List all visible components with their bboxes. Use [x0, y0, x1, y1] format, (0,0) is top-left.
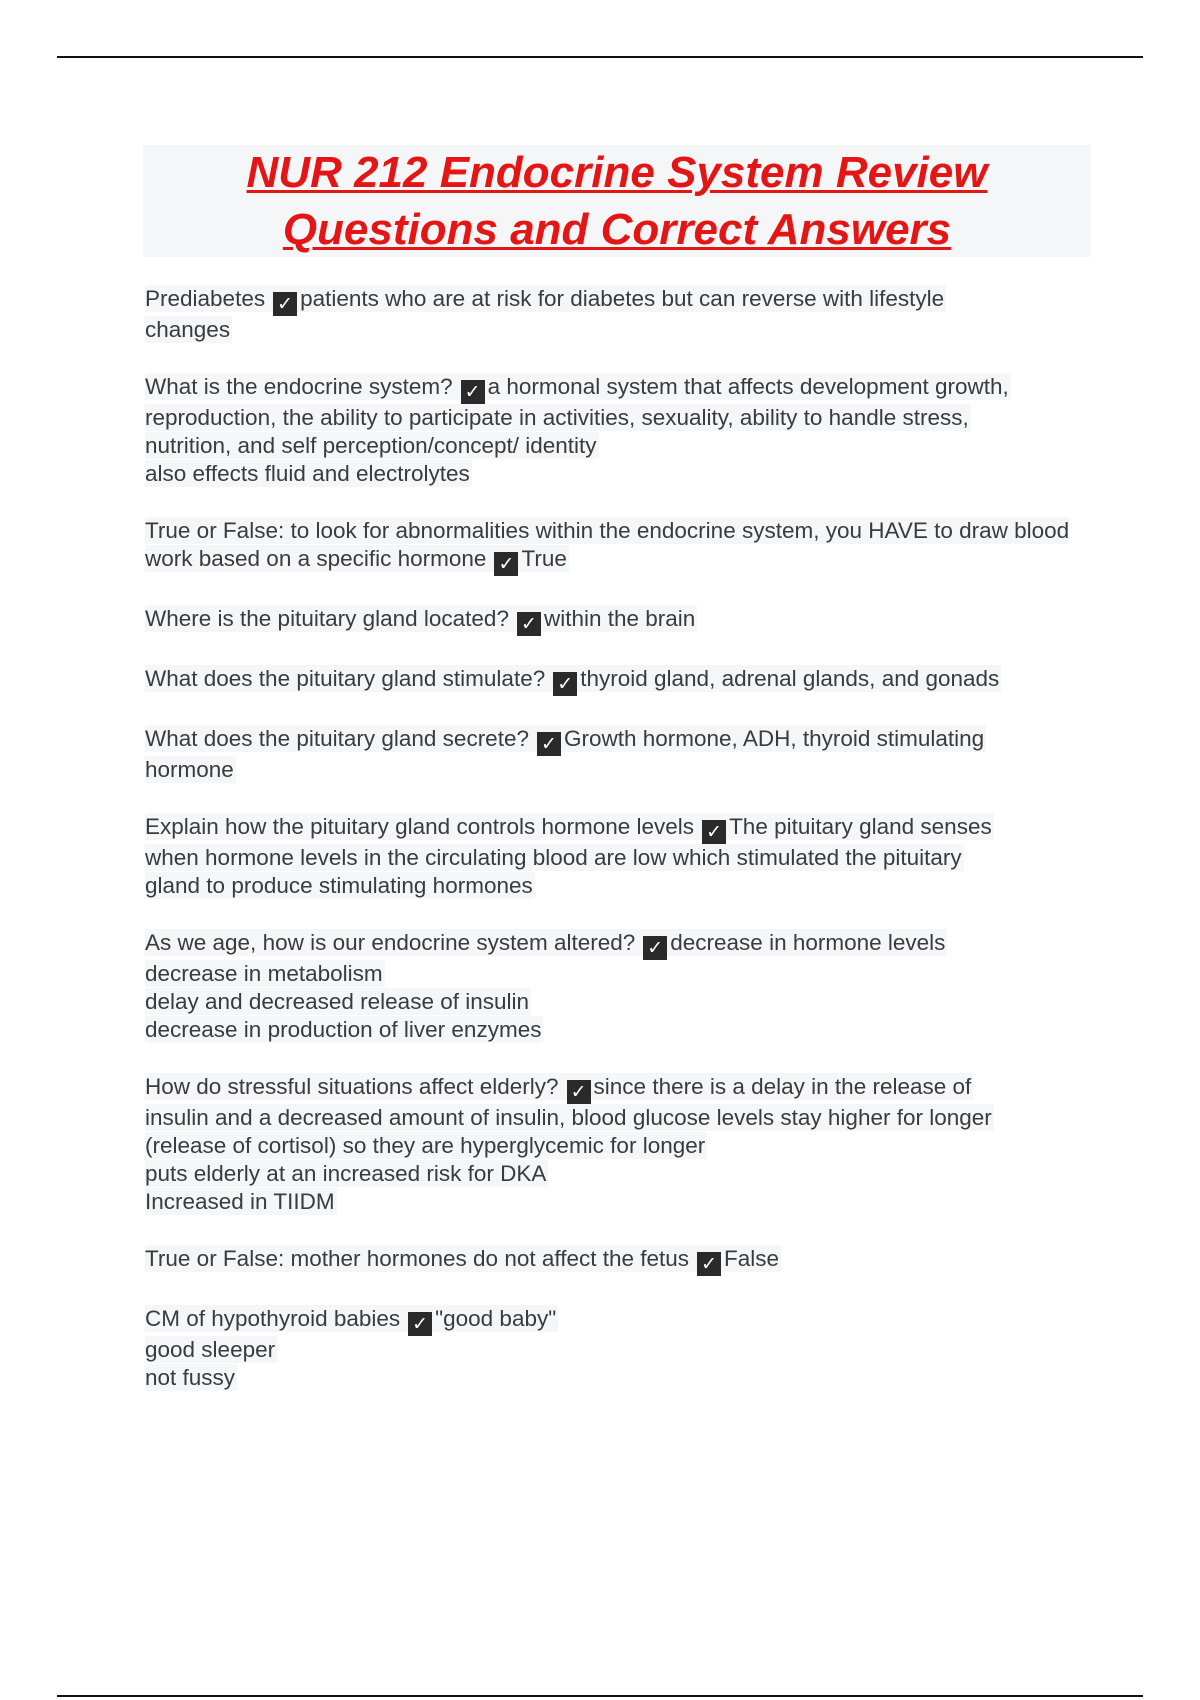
answer-continuation-line: [145, 1336, 1085, 1364]
qa-list: [145, 285, 1085, 1421]
check-box-icon: ✓: [517, 612, 541, 636]
answer-text: since there is a delay in the release of: [593, 1074, 972, 1099]
qa-highlight: changes: [145, 317, 231, 342]
qa-highlight: [145, 1245, 781, 1275]
qa-item: [145, 605, 1085, 636]
title-line-1: NUR 212 Endocrine System Review: [246, 148, 988, 197]
question-text: Prediabetes: [145, 286, 266, 311]
check-box-icon: ✓: [537, 732, 561, 756]
answer-continuation-line: [145, 1364, 1085, 1392]
qa-highlight: [145, 605, 697, 635]
question-text: Where is the pituitary gland located?: [145, 606, 509, 631]
qa-item: [145, 1305, 1085, 1392]
qa-item: [145, 813, 1085, 900]
qa-first-line: [145, 725, 1085, 756]
qa-highlight: when hormone levels in the circulating blood are low which stimulated the pituitary: [145, 845, 962, 870]
title-banner: [143, 145, 1091, 257]
check-box-icon: ✓: [408, 1312, 432, 1336]
question-text: CM of hypothyroid babies: [145, 1306, 401, 1331]
qa-item: [145, 373, 1085, 488]
qa-highlight: [145, 1073, 973, 1103]
qa-highlight: [145, 929, 947, 959]
check-box-icon: ✓: [643, 936, 667, 960]
qa-highlight: (release of cortisol) so they are hyperglycemic for longer: [145, 1133, 706, 1158]
answer-continuation-line: [145, 432, 1085, 460]
qa-highlight: not fussy: [145, 1365, 236, 1390]
qa-item: [145, 1245, 1085, 1276]
question-text: What does the pituitary gland stimulate?: [145, 666, 546, 691]
qa-item: [145, 665, 1085, 696]
answer-continuation-line: [145, 1132, 1085, 1160]
qa-first-line: [145, 665, 1085, 696]
answer-text: patients who are at risk for diabetes but can reverse with lifestyle: [300, 286, 945, 311]
answer-text: within the brain: [543, 606, 696, 631]
qa-highlight: [145, 517, 1070, 575]
qa-first-line: [145, 929, 1085, 960]
answer-text: The pituitary gland senses: [729, 814, 992, 839]
question-text: Explain how the pituitary gland controls hormone levels: [145, 814, 695, 839]
answer-continuation-line: [145, 1160, 1085, 1188]
qa-first-line: [145, 605, 1085, 636]
qa-highlight: [145, 1305, 558, 1335]
check-box-icon: ✓: [702, 820, 726, 844]
qa-first-line: [145, 813, 1085, 844]
qa-highlight: nutrition, and self perception/concept/ identity: [145, 433, 597, 458]
footer-rule: [57, 1695, 1143, 1697]
qa-highlight: delay and decreased release of insulin: [145, 989, 530, 1014]
qa-highlight: good sleeper: [145, 1337, 276, 1362]
qa-highlight: decrease in production of liver enzymes: [145, 1017, 542, 1042]
check-box-icon: ✓: [553, 672, 577, 696]
question-text: True or False: mother hormones do not affect the fetus: [145, 1246, 690, 1271]
qa-highlight: decrease in metabolism: [145, 961, 383, 986]
qa-first-line: [145, 285, 1085, 316]
qa-first-line: [145, 1073, 1085, 1104]
qa-item: [145, 929, 1085, 1044]
answer-continuation-line: [145, 960, 1085, 988]
answer-text: thyroid gland, adrenal glands, and gonads: [580, 666, 1000, 691]
qa-item: [145, 285, 1085, 344]
answer-text: a hormonal system that affects development growth,: [487, 374, 1009, 399]
check-box-icon: ✓: [461, 380, 485, 404]
qa-highlight: puts elderly at an increased risk for DKA: [145, 1161, 547, 1186]
qa-highlight: Increased in TIIDM: [145, 1189, 335, 1214]
question-text: True or False: to look for abnormalities within the endocrine system, you HAVE to draw blood work based on a specific hormone: [145, 518, 1070, 571]
question-text: How do stressful situations affect elderly?: [145, 1074, 559, 1099]
qa-item: [145, 517, 1085, 576]
check-box-icon: ✓: [697, 1252, 721, 1276]
answer-continuation-line: [145, 316, 1085, 344]
qa-highlight: insulin and a decreased amount of insulin, blood glucose levels stay higher for longer: [145, 1105, 992, 1130]
answer-continuation-line: [145, 844, 1085, 872]
answer-continuation-line: [145, 404, 1085, 432]
qa-highlight: reproduction, the ability to participate in activities, sexuality, ability to handle stress,: [145, 405, 969, 430]
answer-continuation-line: [145, 1104, 1085, 1132]
qa-highlight: also effects fluid and electrolytes: [145, 461, 470, 486]
check-box-icon: ✓: [273, 292, 297, 316]
qa-item: [145, 1073, 1085, 1216]
answer-continuation-line: [145, 460, 1085, 488]
qa-highlight: [145, 373, 1011, 403]
qa-item: [145, 725, 1085, 784]
answer-text: True: [521, 546, 567, 571]
check-box-icon: ✓: [494, 552, 518, 576]
qa-highlight: hormone: [145, 757, 234, 782]
qa-highlight: gland to produce stimulating hormones: [145, 873, 533, 898]
answer-continuation-line: [145, 1016, 1085, 1044]
question-text: What is the endocrine system?: [145, 374, 453, 399]
document-title: [247, 144, 988, 258]
qa-highlight: [145, 813, 994, 843]
title-line-2: Questions and Correct Answers: [282, 205, 952, 254]
qa-first-line: [145, 1245, 1085, 1276]
answer-text: Growth hormone, ADH, thyroid stimulating: [563, 726, 985, 751]
answer-text: decrease in hormone levels: [670, 930, 946, 955]
header-rule: [57, 56, 1143, 58]
qa-highlight: [145, 665, 1001, 695]
question-text: As we age, how is our endocrine system altered?: [145, 930, 636, 955]
qa-first-line: [145, 1305, 1085, 1336]
answer-continuation-line: [145, 756, 1085, 784]
answer-text: False: [724, 1246, 780, 1271]
qa-first-line: [145, 373, 1085, 404]
qa-highlight: [145, 725, 986, 755]
answer-text: "good baby": [435, 1306, 557, 1331]
qa-highlight: [145, 285, 946, 315]
answer-continuation-line: [145, 988, 1085, 1016]
check-box-icon: ✓: [567, 1080, 591, 1104]
answer-continuation-line: [145, 1188, 1085, 1216]
answer-continuation-line: [145, 872, 1085, 900]
qa-first-line: [145, 517, 1085, 576]
question-text: What does the pituitary gland secrete?: [145, 726, 529, 751]
